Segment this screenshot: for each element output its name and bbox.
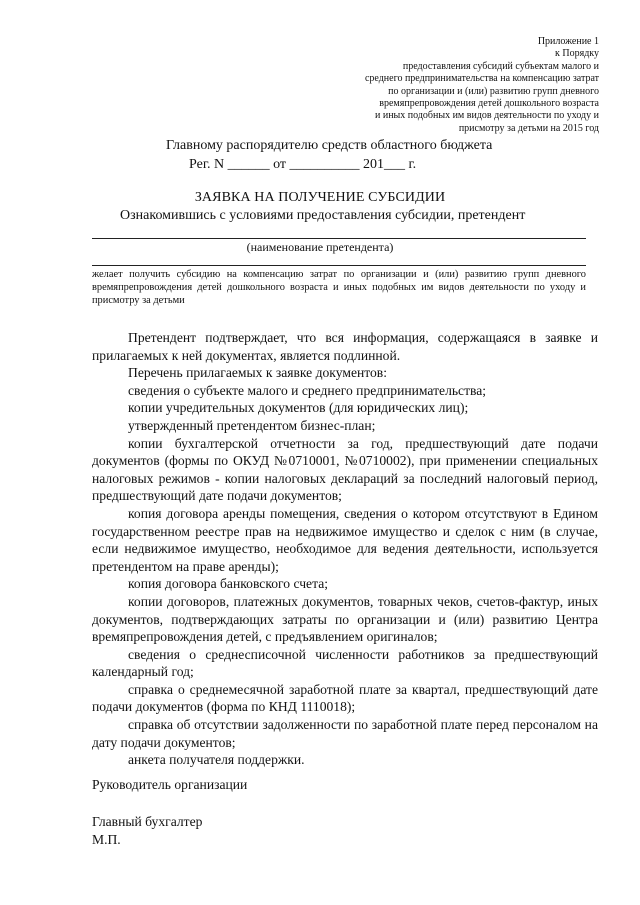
list-item: копия договора аренды помещения, сведения о котором отсутствуют в Едином государственном реестре прав на недвижимое имущество и сделок с ним (в случае, если недвижимое имущество, необходимое для ведения деятельности, используется претендентом на праве аренды); (92, 505, 598, 574)
appendix-line: среднего предпринимательства на компенсацию затрат (364, 73, 599, 85)
list-item: копии договоров, платежных документов, товарных чеков, счетов-фактур, иных документов, подтверждающих затраты по организации и (или) развитию Центра времяпрепровождения детей, с предъявлением оригиналов; (92, 593, 598, 645)
list-item: анкета получателя поддержки. (128, 752, 305, 768)
appendix-line: Приложение 1 (537, 36, 599, 47)
appendix-line: предоставления субсидий субъектам малого и (402, 60, 599, 72)
applicant-caption: (наименование претендента) (246, 240, 394, 254)
document-title: ЗАЯВКА НА ПОЛУЧЕНИЕ СУБСИДИИ (194, 190, 446, 205)
list-item: копии учредительных документов (для юридических лиц); (128, 400, 469, 416)
applicant-name-line-2 (92, 265, 586, 266)
appendix-line: времяпрепровождения детей дошкольного возраста (379, 98, 599, 110)
document-body (92, 329, 598, 769)
list-item: справка о среднемесячной заработной плате за квартал, предшествующий дате подачи документов (форма по КНД 1110018); (92, 681, 598, 715)
confirmation-paragraph: Претендент подтверждает, что вся информация, содержащаяся в заявке и прилагаемых к ней документах, является подлинной. (92, 330, 598, 363)
signature-accountant: Главный бухгалтер (92, 814, 203, 829)
appendix-line: по организации и (или) развитию групп дневного (388, 85, 599, 97)
appendix-line: к Порядку (555, 48, 599, 60)
addressee: Главному распорядителю средств областного бюджета (166, 138, 493, 153)
list-item: копии бухгалтерской отчетности за год, предшествующий дате подачи документов (формы по ОКУД №0710001, №0710002), при применении специальных налоговых режимов - копии налоговых деклараций за последний налоговый период, предшествующий дате подачи документов; (92, 435, 598, 504)
appendix-line: и иных подобных им видов деятельности по уходу и (374, 110, 599, 122)
list-item: утвержденный претендентом бизнес-план; (128, 417, 376, 433)
intro-line: Ознакомившись с условиями предоставления субсидии, претендент (120, 208, 526, 223)
registration-line: Рег. N ______ от __________ 201___ г. (189, 157, 417, 172)
signature-head: Руководитель организации (92, 777, 248, 792)
purpose-paragraph: желает получить субсидию на компенсацию затрат по организации и (или) развитию групп дневного времяпрепровождения детей дошкольного возраста и иных подобных им видов деятельности по уходу и присмотру за детьми (92, 269, 586, 306)
appendix-note (279, 36, 599, 135)
list-item: сведения о субъекте малого и среднего предпринимательства; (128, 382, 487, 398)
list-item: сведения о среднесписочной численности работников за предшествующий календарный год; (92, 646, 598, 680)
appendix-line: присмотру за детьми на 2015 год (458, 122, 599, 134)
list-item: копия договора банковского счета; (128, 576, 329, 592)
documents-list-intro: Перечень прилагаемых к заявке документов: (128, 365, 388, 381)
stamp-placeholder: М.П. (92, 832, 121, 847)
list-item: справка об отсутствии задолженности по заработной плате перед персоналом на дату подачи документов; (92, 717, 598, 750)
purpose-text (92, 268, 586, 307)
